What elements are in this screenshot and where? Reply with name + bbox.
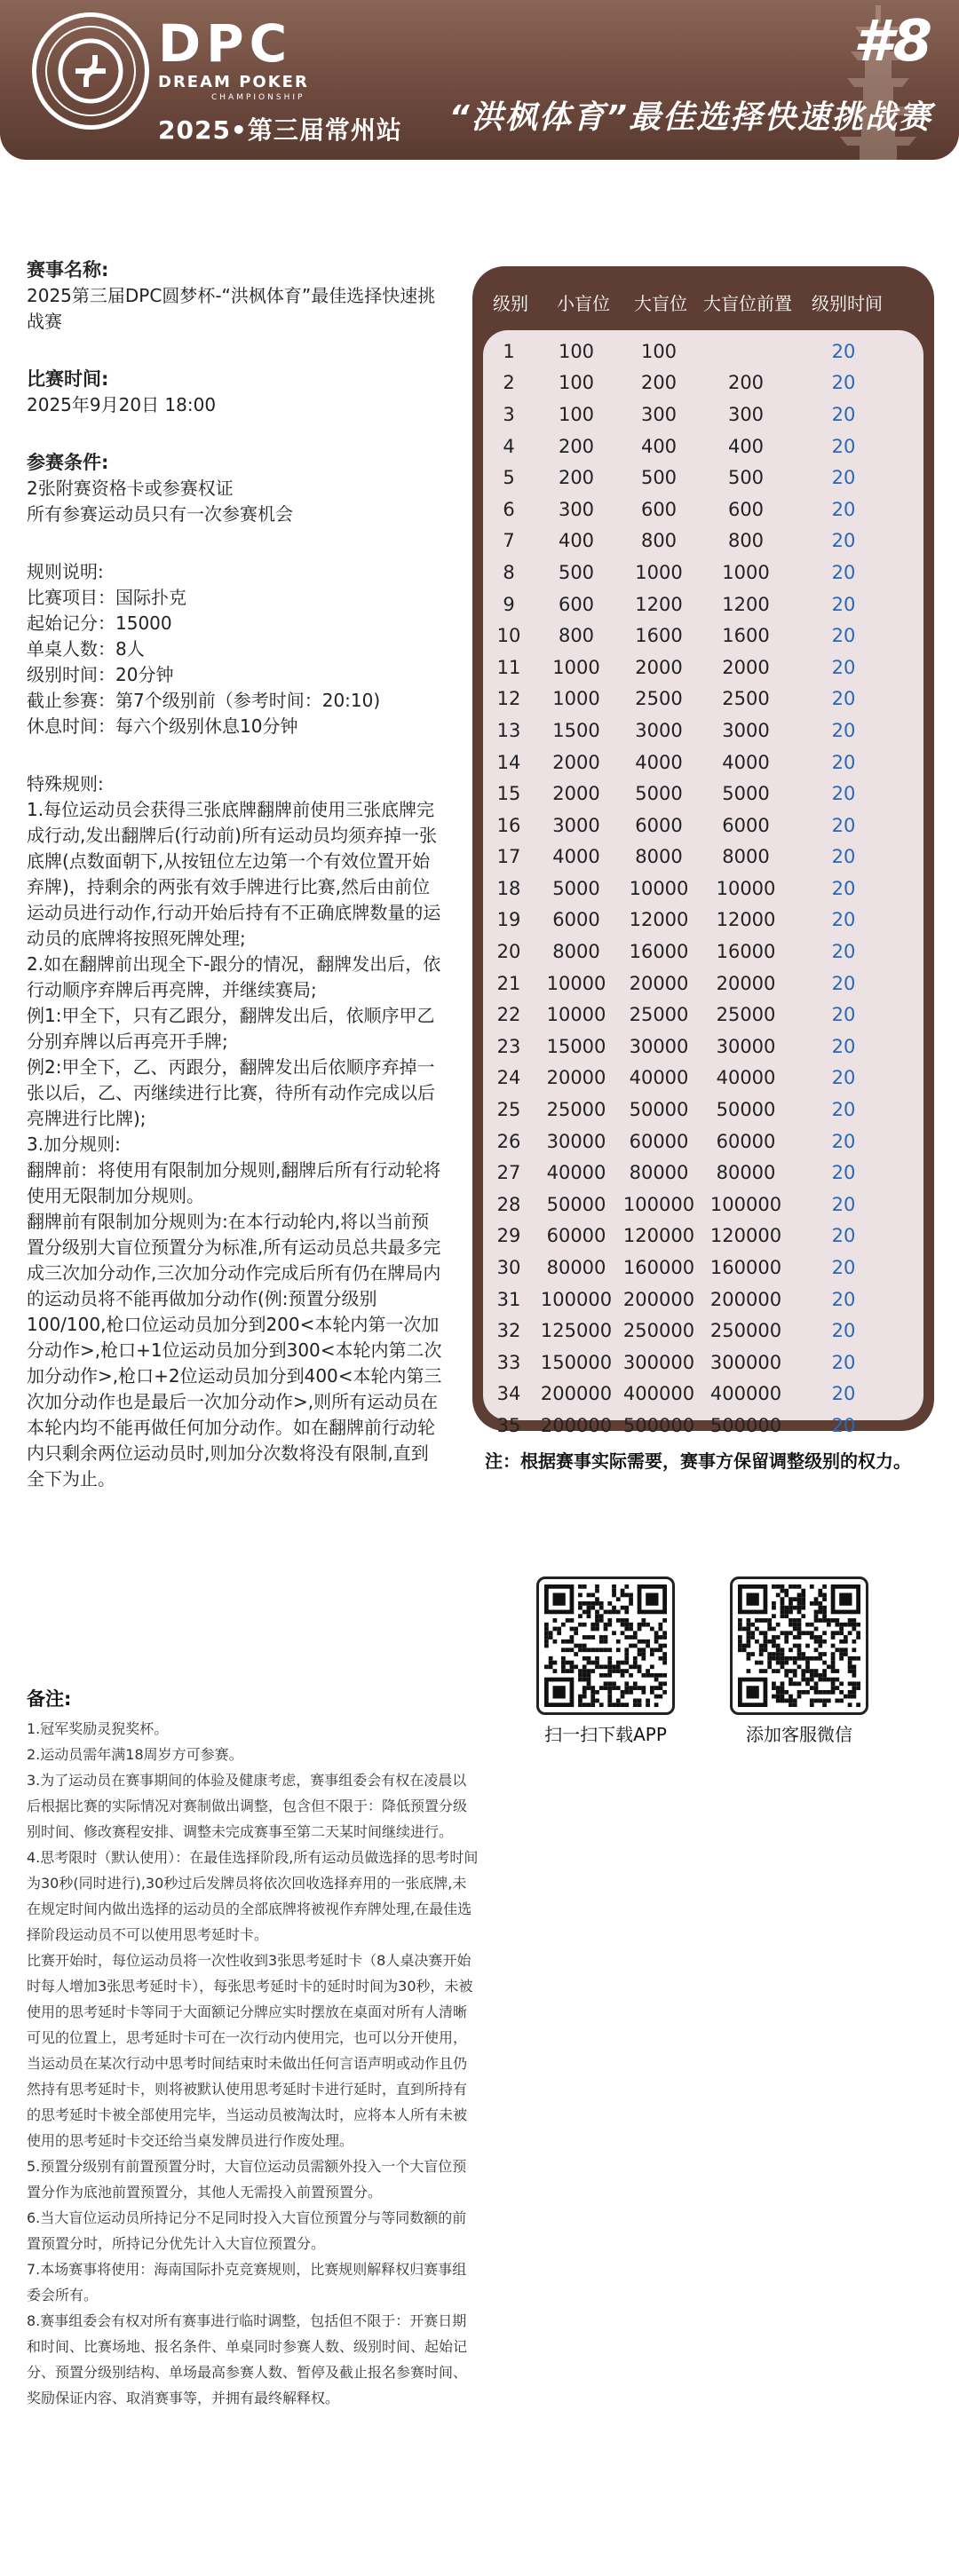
table-row <box>483 525 923 557</box>
bb-ante-cell: 80000 <box>716 1162 776 1184</box>
note-item: 1.冠军奖励灵猊奖杯。 <box>27 1720 169 1737</box>
level-time-cell: 20 <box>831 435 856 457</box>
level-cell: 16 <box>496 814 521 836</box>
event-time-value: 2025年9月20日 18:00 <box>27 394 217 415</box>
special-rule-paragraph: 1.每位运动员会获得三张底牌翻牌前使用三张底牌完成行动,发出翻牌后(行动前)所有运动员均须弃掉一张底牌(点数面朝下,从按钮位左边第一个有效位置开始弃牌)，持剩余的两张有效手牌进行比赛,然后由前位运动员进行动作,行动开始后持有不正确底牌数量的运动员的底牌将按照死牌处理; <box>27 799 441 949</box>
entry-condition-line: 所有参赛运动员只有一次参赛机会 <box>27 503 293 525</box>
special-rules-title: 特殊规则: <box>27 773 104 794</box>
level-time-cell: 20 <box>831 498 856 520</box>
event-name-label: 赛事名称: <box>27 259 109 281</box>
level-time-cell: 20 <box>831 909 856 931</box>
level-time-cell: 20 <box>831 1320 856 1342</box>
header-banner <box>0 0 959 160</box>
special-rule-paragraph: 翻牌前：将使用有限制加分规则,翻牌后所有行动轮将使用无限制加分规则。 <box>27 1159 441 1206</box>
big-blind-cell: 3000 <box>635 719 683 741</box>
small-blind-cell: 100 <box>558 340 595 362</box>
wechat-service-label: 添加客服微信 <box>746 1724 852 1745</box>
level-cell: 25 <box>496 1099 521 1121</box>
big-blind-cell: 400 <box>640 435 678 457</box>
big-blind-cell: 120000 <box>622 1225 695 1247</box>
bb-ante-cell: 500000 <box>709 1414 782 1436</box>
bb-ante-cell: 200 <box>727 372 765 394</box>
small-blind-cell: 200 <box>558 467 595 489</box>
bb-ante-cell: 3000 <box>722 719 770 741</box>
level-cell: 17 <box>496 846 521 868</box>
dpc-logo <box>32 12 149 130</box>
small-blind-cell: 200000 <box>540 1383 613 1405</box>
big-blind-cell: 300000 <box>622 1351 695 1373</box>
level-cell: 33 <box>496 1351 521 1373</box>
bb-ante-cell: 50000 <box>716 1099 776 1121</box>
small-blind-cell: 1500 <box>552 719 600 741</box>
bb-ante-cell: 400 <box>727 435 765 457</box>
big-blind-cell: 400000 <box>622 1383 695 1405</box>
big-blind-cell: 6000 <box>635 814 683 836</box>
table-row <box>483 999 923 1031</box>
table-row <box>483 1189 923 1221</box>
bb-ante-cell: 1600 <box>722 625 770 647</box>
big-blind-cell: 100 <box>640 340 678 362</box>
rule-item: 单桌人数：8人 <box>27 638 145 660</box>
level-cell: 26 <box>496 1130 521 1152</box>
level-cell: 30 <box>496 1257 521 1279</box>
note-item: 比赛开始时，每位运动员将一次性收到3张思考延时卡（8人桌决赛开始时每人增加3张思考延时卡），每张思考延时卡的延时时间为30秒，未被使用的思考延时卡等同于大面额记分牌应实时摆放在桌面对所有人清晰可见的位置上，思考延时卡可在一次行动内使用完，也可以分开使用，当运动员在某次行动中思考时间结束时未做出任何言语声明或动作且仍然持有思考延时卡，则将被默认使用思考延时卡进行延时，直到所持有的思考延时卡被全部使用完毕，当运动员被淘汰时，应将本人所有未被使用的思考延时卡交还给当桌发牌员进行作废处理。 <box>27 1952 473 2149</box>
table-row <box>483 1063 923 1094</box>
big-blind-cell: 30000 <box>629 1035 689 1057</box>
small-blind-cell: 600 <box>558 593 595 615</box>
table-row <box>483 1094 923 1126</box>
level-cell: 14 <box>496 751 521 773</box>
big-blind-cell: 8000 <box>635 846 683 868</box>
level-cell: 21 <box>496 972 521 994</box>
level-cell: 2 <box>503 372 515 394</box>
note-item: 5.预置分级别有前置预置分时，大盲位运动员需额外投入一个大盲位预置分作为底池前置预置分，其他人无需投入前置预置分。 <box>27 2158 467 2201</box>
big-blind-cell: 100000 <box>622 1193 695 1215</box>
level-time-cell: 20 <box>831 372 856 394</box>
level-time-cell: 20 <box>831 751 856 773</box>
level-time-cell: 20 <box>831 719 856 741</box>
note-item: 8.赛事组委会有权对所有赛事进行临时调整，包括但不限于：开赛日期和时间、比赛场地、报名条件、单桌同时参赛人数、级别时间、起始记分、预置分级别结构、单场最高参赛人数、暂停及截止报名参赛时间、奖励保证内容、取消赛事等，并拥有最终解释权。 <box>27 2312 468 2406</box>
blind-structure-table <box>472 266 934 1436</box>
table-row <box>483 399 923 431</box>
note-item: 6.当大盲位运动员所持记分不足同时投入大盲位预置分与等同数额的前置预置分时，所持记分优先计入大盲位预置分。 <box>27 2209 467 2252</box>
small-blind-cell: 100000 <box>540 1288 613 1310</box>
level-time-cell: 20 <box>831 783 856 805</box>
entry-condition-label: 参赛条件: <box>27 452 109 473</box>
bb-ante-cell: 800 <box>727 530 765 552</box>
big-blind-cell: 1600 <box>635 625 683 647</box>
small-blind-cell: 800 <box>558 625 595 647</box>
dpc-logo-icon <box>42 22 139 120</box>
level-time-cell: 20 <box>831 846 856 868</box>
small-blind-cell: 150000 <box>540 1351 613 1373</box>
small-blind-cell: 3000 <box>552 814 600 836</box>
note-item: 2.运动员需年满18周岁方可参赛。 <box>27 1746 243 1763</box>
big-blind-cell: 2000 <box>635 656 683 678</box>
level-cell: 35 <box>496 1414 521 1436</box>
table-row <box>483 494 923 525</box>
table-row <box>483 1347 923 1379</box>
level-cell: 10 <box>496 625 521 647</box>
table-row <box>483 684 923 715</box>
table-row <box>483 336 923 367</box>
small-blind-cell: 15000 <box>546 1035 606 1057</box>
small-blind-cell: 6000 <box>552 909 600 931</box>
small-blind-cell: 30000 <box>546 1130 606 1152</box>
brand-subtitle: DREAM POKER <box>158 73 309 91</box>
level-cell: 20 <box>496 941 521 963</box>
event-name-value: 2025第三届DPC圆梦杯-“洪枫体育”最佳选择快速挑战赛 <box>27 285 436 332</box>
table-row <box>483 1031 923 1063</box>
small-blind-cell: 100 <box>558 372 595 394</box>
level-time-cell: 20 <box>831 561 856 583</box>
small-blind-cell: 200000 <box>540 1414 613 1436</box>
rule-item: 截止参赛：第7个级别前（参考时间：20:10) <box>27 690 381 711</box>
level-cell: 8 <box>503 561 515 583</box>
level-time-cell: 20 <box>831 972 856 994</box>
level-time-cell: 20 <box>831 593 856 615</box>
small-blind-cell: 1000 <box>552 656 600 678</box>
level-time-cell: 20 <box>831 1004 856 1026</box>
brand-block <box>158 13 402 146</box>
level-time-cell: 20 <box>831 1414 856 1436</box>
level-cell: 9 <box>503 593 515 615</box>
event-info <box>27 257 444 1492</box>
small-blind-cell: 400 <box>558 530 595 552</box>
special-rule-paragraph: 翻牌前有限制加分规则为:在本行动轮内,将以当前预置分级别大盲位预置分为标准,所有运动员总共最多完成三次加分动作,三次加分动作完成后所有仍在牌局内的运动员将不能再做加分动作(例:预置分级别100/100,枪口位运动员加分到200<本轮内第一次加分动作>,枪口+1位运动员加分到300<本轮内第二次加分动作>,枪口+2位运动员加分到400<本轮内第三次加分动作也是最后一次加分动作>,则所有运动员在本轮内均不能再做任何加分动作。如在翻牌前行动轮内只剩余两位运动员时,则加分次数将没有限制,直到全下为止。 <box>27 1211 442 1489</box>
level-time-cell: 20 <box>831 625 856 647</box>
table-row <box>483 589 923 620</box>
small-blind-cell: 10000 <box>546 1004 606 1026</box>
level-time-cell: 20 <box>831 941 856 963</box>
table-row <box>483 873 923 905</box>
table-row <box>483 652 923 684</box>
bb-ante-cell: 1000 <box>722 561 770 583</box>
table-row <box>483 462 923 494</box>
level-cell: 32 <box>496 1320 521 1342</box>
table-row <box>483 747 923 778</box>
bb-ante-cell: 160000 <box>709 1257 782 1279</box>
table-row <box>483 1284 923 1316</box>
bb-ante-cell: 600 <box>727 498 765 520</box>
table-note: 注：根据赛事实际需要，赛事方保留调整级别的权力。 <box>485 1450 911 1472</box>
big-blind-cell: 60000 <box>629 1130 689 1152</box>
big-blind-cell: 200000 <box>622 1288 695 1310</box>
table-row <box>483 715 923 747</box>
small-blind-cell: 10000 <box>546 972 606 994</box>
event-time-label: 比赛时间: <box>27 368 109 390</box>
big-blind-cell: 16000 <box>629 941 689 963</box>
entry-condition-line: 2张附赛资格卡或参赛权证 <box>27 478 234 499</box>
level-time-cell: 20 <box>831 1225 856 1247</box>
bb-ante-cell: 10000 <box>716 877 776 899</box>
special-rule-paragraph: 例2:甲全下，乙、丙跟分，翻牌发出后依顺序弃掉一张以后，乙、丙继续进行比赛，待所有动作完成以后亮牌进行比牌); <box>27 1056 435 1129</box>
rule-item: 休息时间：每六个级别休息10分钟 <box>27 715 298 737</box>
table-row <box>483 431 923 462</box>
bb-ante-cell: 200000 <box>709 1288 782 1310</box>
level-cell: 15 <box>496 783 521 805</box>
level-time-cell: 20 <box>831 340 856 362</box>
level-time-cell: 20 <box>831 1288 856 1310</box>
bb-ante-cell: 8000 <box>722 846 770 868</box>
big-blind-cell: 25000 <box>629 1004 689 1026</box>
table-row <box>483 367 923 399</box>
note-item: 7.本场赛事将使用：海南国际扑克竞赛规则，比赛规则解释权归赛事组委会所有。 <box>27 2261 467 2303</box>
big-blind-cell: 800 <box>640 530 678 552</box>
app-download-label: 扫一扫下载APP <box>544 1724 667 1745</box>
level-cell: 31 <box>496 1288 521 1310</box>
level-cell: 5 <box>503 467 515 489</box>
notes-title: 备注: <box>27 1688 72 1710</box>
bb-ante-cell: 60000 <box>716 1130 776 1152</box>
bb-ante-cell: 250000 <box>709 1320 782 1342</box>
table-row <box>483 968 923 1000</box>
level-cell: 18 <box>496 877 521 899</box>
level-cell: 28 <box>496 1193 521 1215</box>
big-blind-cell: 300 <box>640 403 678 425</box>
level-cell: 22 <box>496 1004 521 1026</box>
big-blind-cell: 10000 <box>629 877 689 899</box>
level-cell: 7 <box>503 530 515 552</box>
bb-ante-cell: 1200 <box>722 593 770 615</box>
special-rule-paragraph: 2.如在翻牌前出现全下-跟分的情况，翻牌发出后，依行动顺序弃牌后再亮牌，并继续赛局; <box>27 953 441 1000</box>
event-number: #8 <box>852 9 932 75</box>
table-row <box>483 905 923 936</box>
small-blind-cell: 300 <box>558 498 595 520</box>
small-blind-cell: 60000 <box>546 1225 606 1247</box>
big-blind-cell: 50000 <box>629 1099 689 1121</box>
level-time-cell: 20 <box>831 1099 856 1121</box>
big-blind-cell: 500 <box>640 467 678 489</box>
small-blind-cell: 20000 <box>546 1067 606 1089</box>
table-row <box>483 936 923 968</box>
bb-ante-cell: 12000 <box>716 909 776 931</box>
big-blind-cell: 200 <box>640 372 678 394</box>
qr-code-icon <box>738 1584 860 1707</box>
brand-title: DPC <box>158 13 293 74</box>
small-blind-cell: 40000 <box>546 1162 606 1184</box>
level-cell: 3 <box>503 403 515 425</box>
table-row <box>483 620 923 652</box>
level-cell: 19 <box>496 909 521 931</box>
small-blind-cell: 80000 <box>546 1257 606 1279</box>
level-cell: 23 <box>496 1035 521 1057</box>
qr-code-icon <box>544 1584 667 1707</box>
level-time-cell: 20 <box>831 1162 856 1184</box>
small-blind-cell: 8000 <box>552 941 600 963</box>
level-cell: 24 <box>496 1067 521 1089</box>
bb-ante-cell: 2500 <box>722 688 770 710</box>
big-blind-cell: 1000 <box>635 561 683 583</box>
note-item: 4.思考限时（默认使用）：在最佳选择阶段,所有运动员做选择的思考时间为30秒(同时进行),30秒过后发牌员将依次回收选择弃用的一张底牌,未在规定时间内做出选择的运动员的全部底牌将被视作弃牌处理,在最佳选择阶段运动员不可以使用思考延时卡。 <box>27 1849 479 1943</box>
bb-ante-cell: 300 <box>727 403 765 425</box>
level-cell: 4 <box>503 435 515 457</box>
bb-ante-cell: 100000 <box>709 1193 782 1215</box>
header-small-blind: 小盲位 <box>557 292 610 314</box>
bb-ante-cell: 2000 <box>722 656 770 678</box>
level-time-cell: 20 <box>831 1067 856 1089</box>
level-cell: 12 <box>496 688 521 710</box>
bb-ante-cell: 6000 <box>722 814 770 836</box>
small-blind-cell: 4000 <box>552 846 600 868</box>
big-blind-cell: 4000 <box>635 751 683 773</box>
big-blind-cell: 20000 <box>629 972 689 994</box>
bb-ante-cell: 20000 <box>716 972 776 994</box>
table-row <box>483 1379 923 1410</box>
level-cell: 11 <box>496 656 521 678</box>
small-blind-cell: 2000 <box>552 751 600 773</box>
bb-ante-cell: 5000 <box>722 783 770 805</box>
level-cell: 13 <box>496 719 521 741</box>
table-row <box>483 1126 923 1158</box>
small-blind-cell: 1000 <box>552 688 600 710</box>
table-row <box>483 1252 923 1284</box>
rules-title: 规则说明: <box>27 561 104 582</box>
level-cell: 27 <box>496 1162 521 1184</box>
big-blind-cell: 600 <box>640 498 678 520</box>
level-time-cell: 20 <box>831 403 856 425</box>
big-blind-cell: 500000 <box>622 1414 695 1436</box>
small-blind-cell: 200 <box>558 435 595 457</box>
small-blind-cell: 2000 <box>552 783 600 805</box>
rule-item: 级别时间：20分钟 <box>27 664 174 685</box>
bb-ante-cell: 4000 <box>722 751 770 773</box>
table-row <box>483 1410 923 1442</box>
level-time-cell: 20 <box>831 1035 856 1057</box>
table-row <box>483 778 923 810</box>
big-blind-cell: 40000 <box>629 1067 689 1089</box>
table-row <box>483 810 923 842</box>
table-row <box>483 842 923 873</box>
big-blind-cell: 1200 <box>635 593 683 615</box>
small-blind-cell: 50000 <box>546 1193 606 1215</box>
table-row <box>483 1315 923 1347</box>
big-blind-cell: 2500 <box>635 688 683 710</box>
rule-item: 比赛项目：国际扑克 <box>27 587 186 608</box>
header-big-blind: 大盲位 <box>634 292 687 314</box>
header-bb-ante: 大盲位前置 <box>703 292 792 314</box>
wechat-service-qr[interactable] <box>730 1576 868 1715</box>
table-row <box>483 557 923 589</box>
notes-section <box>27 1687 480 2411</box>
bb-ante-cell: 500 <box>727 467 765 489</box>
level-time-cell: 20 <box>831 877 856 899</box>
level-time-cell: 20 <box>831 1351 856 1373</box>
table-header <box>480 273 927 330</box>
special-rule-paragraph: 例1:甲全下，只有乙跟分，翻牌发出后，依顺序甲乙分别弃牌以后再亮开手牌; <box>27 1005 435 1052</box>
level-time-cell: 20 <box>831 814 856 836</box>
big-blind-cell: 12000 <box>629 909 689 931</box>
table-row <box>483 1221 923 1252</box>
bb-ante-cell: 40000 <box>716 1067 776 1089</box>
big-blind-cell: 80000 <box>629 1162 689 1184</box>
level-cell: 1 <box>503 340 515 362</box>
bb-ante-cell: 400000 <box>709 1383 782 1405</box>
header-level: 级别 <box>493 292 528 314</box>
small-blind-cell: 5000 <box>552 877 600 899</box>
level-cell: 29 <box>496 1225 521 1247</box>
bb-ante-cell: 300000 <box>709 1351 782 1373</box>
level-time-cell: 20 <box>831 530 856 552</box>
big-blind-cell: 160000 <box>622 1257 695 1279</box>
big-blind-cell: 250000 <box>622 1320 695 1342</box>
level-time-cell: 20 <box>831 1257 856 1279</box>
big-blind-cell: 5000 <box>635 783 683 805</box>
bb-ante-cell: 16000 <box>716 941 776 963</box>
note-item: 3.为了运动员在赛事期间的体验及健康考虑，赛事组委会有权在凌晨以后根据比赛的实际情况对赛制做出调整，包含但不限于：降低预置分级别时间、修改赛程安排、调整未完成赛事至第二天某时间继续进行。 <box>27 1772 468 1840</box>
bb-ante-cell: 30000 <box>716 1035 776 1057</box>
station-label: 2025•第三届常州站 <box>158 115 402 145</box>
special-rule-paragraph: 3.加分规则: <box>27 1134 121 1155</box>
table-body <box>483 330 923 1436</box>
header-level-time: 级别时间 <box>812 292 883 314</box>
app-download-qr[interactable] <box>536 1576 675 1715</box>
table-row <box>483 1157 923 1189</box>
level-time-cell: 20 <box>831 1130 856 1152</box>
bb-ante-cell: 120000 <box>709 1225 782 1247</box>
brand-tagline: CHAMPIONSHIP <box>211 93 305 102</box>
small-blind-cell: 100 <box>558 403 595 425</box>
level-cell: 34 <box>496 1383 521 1405</box>
event-title: “洪枫体育”最佳选择快速挑战赛 <box>448 99 932 136</box>
level-time-cell: 20 <box>831 656 856 678</box>
level-cell: 6 <box>503 498 515 520</box>
small-blind-cell: 125000 <box>540 1320 613 1342</box>
small-blind-cell: 25000 <box>546 1099 606 1121</box>
bb-ante-cell: 25000 <box>716 1004 776 1026</box>
level-time-cell: 20 <box>831 1193 856 1215</box>
level-time-cell: 20 <box>831 688 856 710</box>
level-time-cell: 20 <box>831 467 856 489</box>
rule-item: 起始记分：15000 <box>27 612 172 634</box>
small-blind-cell: 500 <box>558 561 595 583</box>
level-time-cell: 20 <box>831 1383 856 1405</box>
